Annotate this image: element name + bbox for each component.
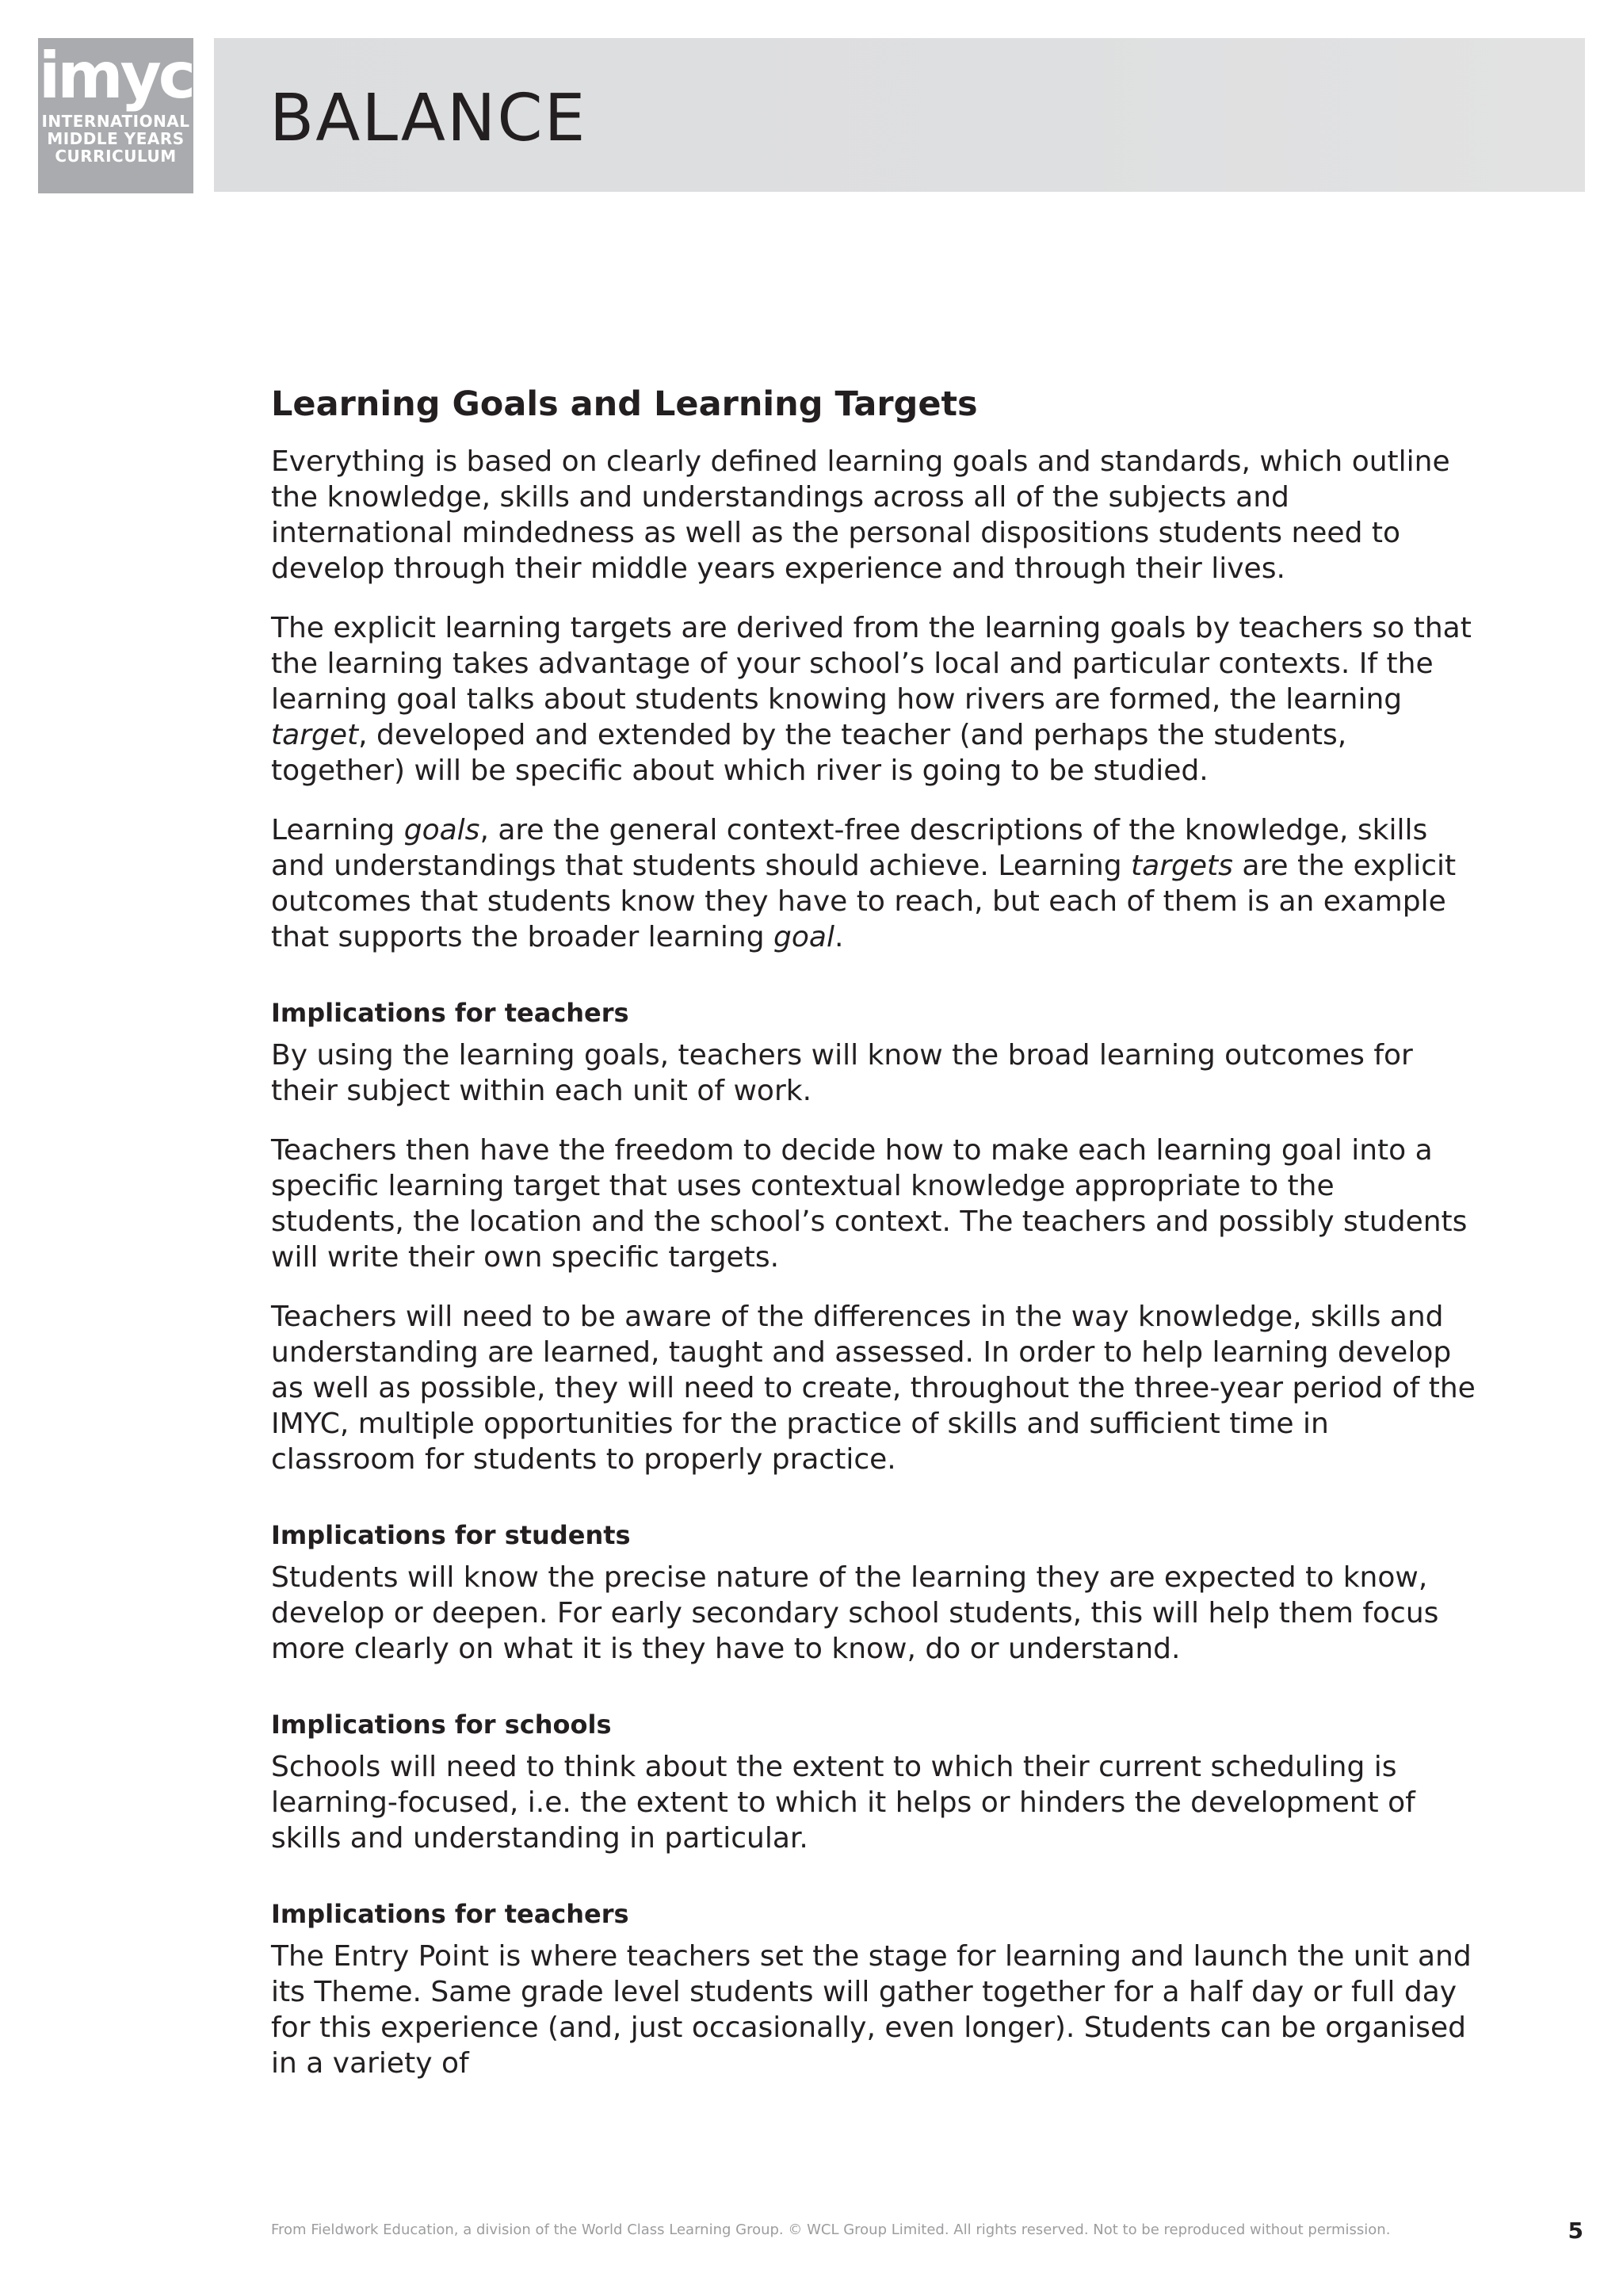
- header-band: [214, 38, 1585, 192]
- paragraph-text: .: [834, 921, 844, 953]
- subsection-heading: Implications for teachers: [271, 1899, 629, 1929]
- emphasis-text: targets: [1131, 850, 1233, 882]
- emphasis-text: goals: [403, 814, 480, 846]
- main-content: [271, 382, 1476, 2105]
- section-heading: Learning Goals and Learning Targets: [271, 384, 978, 424]
- page-number: 5: [1568, 2218, 1583, 2244]
- page-title: BALANCE: [269, 81, 587, 156]
- paragraph: Teachers will need to be aware of the differences in the way knowledge, skills and understanding are learned, taught and assessed. In order to help learning develop as well as possible, they will need to create, throughout the three-year period of the IMYC, multiple opportunities for the practice of skills and sufficient time in classroom for students to properly practice.: [271, 1301, 1476, 1476]
- intro-paragraph: Everything is based on clearly defined learning goals and standards, which outline the knowledge, skills and understandings across all of the subjects and international mindedness as well as the personal dispositions students need to develop through their middle years experience and through their lives.: [271, 445, 1450, 585]
- subsection-heading: Implications for students: [271, 1520, 631, 1550]
- paragraph-text: Learning: [271, 814, 404, 846]
- paragraph: [271, 812, 1476, 955]
- emphasis-text: target: [271, 719, 359, 751]
- paragraph-text: The explicit learning targets are derived from the learning goals by teachers so that the learning takes advantage of your school’s local and particular contexts. If the learning goal talks about students knowing how rivers are formed, the learning: [271, 612, 1472, 716]
- logo-line: CURRICULUM: [55, 147, 177, 166]
- paragraph: Teachers then have the freedom to decide how to make each learning goal into a specific learning target that uses contextual knowledge appropriate to the students, the location and the school’s context. The teachers and possibly students will write their own specific targets.: [271, 1134, 1468, 1274]
- emphasis-text: goal: [773, 921, 834, 953]
- logo-line: MIDDLE YEARS: [47, 129, 185, 148]
- logo-line: INTERNATIONAL: [41, 112, 190, 131]
- logo-wordmark: imyc: [38, 39, 193, 113]
- logo-subtitle: [41, 113, 189, 165]
- paragraph: Students will know the precise nature of the learning they are expected to know, develop or deepen. For early secondary school students, this will help them focus more clearly on what it is they have to know, do or understand.: [271, 1561, 1439, 1665]
- imyc-logo: [38, 38, 193, 193]
- paragraph: [271, 610, 1476, 789]
- footer-copyright: From Fieldwork Education, a division of the World Class Learning Group. © WCL Group Limited. All rights reserved. Not to be reproduced without permission.: [271, 2222, 1391, 2238]
- paragraph: The Entry Point is where teachers set the stage for learning and launch the unit and its Theme. Same grade level students will gather together for a half day or full day for this experience (and, just occasionally, even longer). Students can be organised in a variety of: [271, 1940, 1472, 2080]
- paragraph-text: are the explicit outcomes that students know they have to reach, but each of them is an example that supports the broader learning: [271, 850, 1457, 953]
- subsection-heading: Implications for schools: [271, 1710, 612, 1740]
- paragraph-text: , are the general context-free descriptions of the knowledge, skills and understandings that students should achieve. Learning: [271, 814, 1428, 882]
- subsection-heading: Implications for teachers: [271, 998, 629, 1028]
- paragraph: By using the learning goals, teachers will know the broad learning outcomes for their subject within each unit of work.: [271, 1039, 1413, 1107]
- paragraph-text: , developed and extended by the teacher (and perhaps the students, together) will be specific about which river is going to be studied.: [271, 719, 1347, 787]
- paragraph: Schools will need to think about the extent to which their current scheduling is learning-focused, i.e. the extent to which it helps or hinders the development of skills and understanding in particular.: [271, 1751, 1415, 1855]
